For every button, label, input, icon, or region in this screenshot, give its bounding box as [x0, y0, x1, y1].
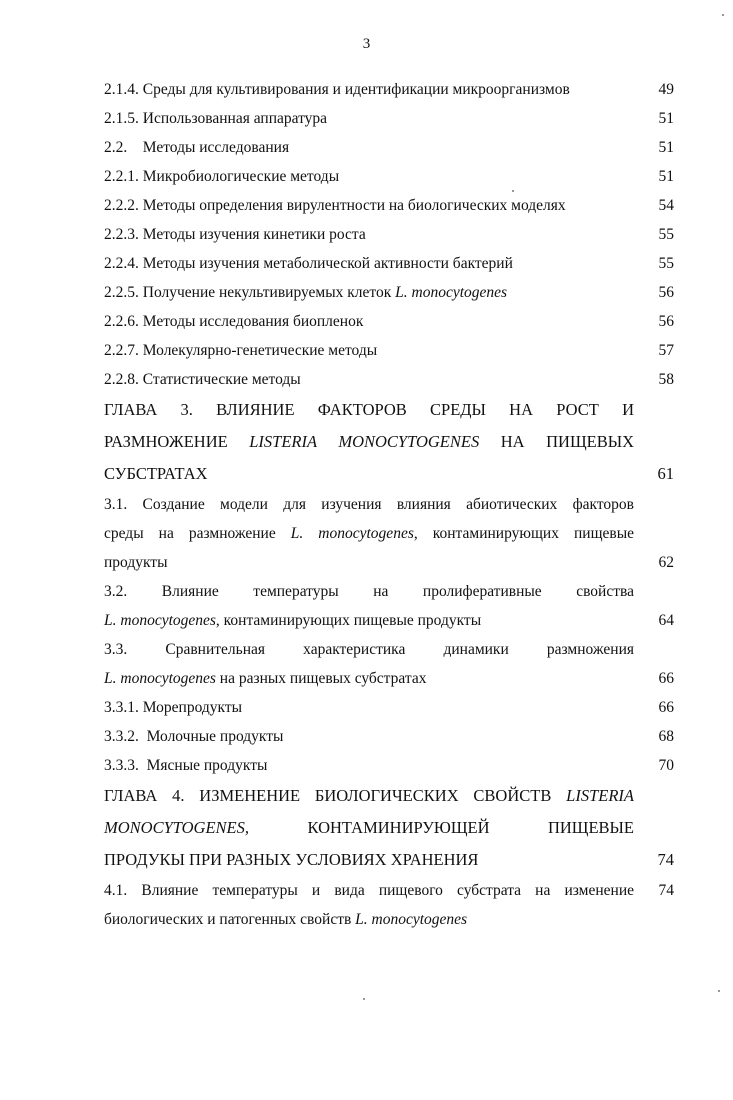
entry-title: Мясные продукты — [146, 757, 268, 774]
toc-entry-2-2-3[interactable] — [104, 220, 674, 249]
chapter-line: ПРОДУКЫ ПРИ РАЗНЫХ УСЛОВИЯХ ХРАНЕНИЯ — [104, 850, 479, 869]
entry-page: 54 — [658, 197, 674, 214]
entry-page: 58 — [658, 371, 674, 388]
toc-entry-2-2-8[interactable] — [104, 365, 674, 394]
toc-entry-3-3[interactable]: 3.3. Сравнительная характеристика динамики размножения L. monocytogenes на разных пищевых субстратах 66 — [104, 635, 674, 693]
toc-entry-2-2[interactable] — [104, 133, 674, 162]
toc-chapter-4[interactable] — [104, 780, 674, 876]
species-name: L. monocytogenes — [395, 284, 508, 301]
toc-entry-3-2[interactable]: 3.2. Влияние температуры на пролиферативные свойства L. monocytogenes, контаминирующих пищевые продукты 64 — [104, 577, 674, 635]
entry-page: 57 — [658, 342, 674, 359]
entry-title: Молочные продукты — [146, 728, 284, 745]
entry-page: 64 — [658, 612, 674, 629]
entry-page: 68 — [658, 728, 674, 745]
entry-number: 2.2.8. — [104, 371, 139, 388]
entry-title: Среды для культивирования и идентификации микроорганизмов — [142, 81, 570, 98]
entry-page: 74 — [657, 850, 674, 869]
toc-chapter-3[interactable] — [104, 394, 674, 490]
toc-entry-2-2-5[interactable] — [104, 278, 674, 307]
entry-title: Методы определения вирулентности на биологических моделях — [142, 197, 566, 214]
scan-speck — [718, 990, 720, 992]
entry-title: Методы исследования — [142, 139, 290, 156]
toc-entry-2-2-4[interactable] — [104, 249, 674, 278]
entry-page: 66 — [658, 670, 674, 687]
entry-title: Морепродукты — [142, 699, 243, 716]
toc-entry-2-2-1[interactable] — [104, 162, 674, 191]
chapter-line: MONOCYTOGENES, КОНТАМИНИРУЮЩЕЙ ПИЩЕВЫЕ — [104, 818, 635, 837]
toc-entry-3-3-2[interactable] — [104, 722, 674, 751]
species-name: L. monocytogenes — [104, 612, 216, 629]
entry-title: Получение некультивируемых клеток — [142, 284, 392, 301]
species-name: L. monocytogenes — [290, 525, 414, 542]
entry-number: 3.3.3. — [104, 757, 139, 774]
species-name: MONOCYTOGENES, — [104, 818, 250, 837]
chapter-line: СУБСТРАТАХ — [104, 464, 208, 483]
toc-entry-3-1[interactable]: 3.1. Создание модели для изучения влияния абиотических факторов среды на размножение L. monocytogenes, контаминирующих пищевые продукты 62 — [104, 490, 674, 577]
entry-page: 61 — [657, 464, 674, 483]
chapter-line: ГЛАВА 3. ВЛИЯНИЕ ФАКТОРОВ СРЕДЫ НА РОСТ И — [104, 400, 634, 419]
species-name: L. monocytogenes — [104, 670, 216, 687]
table-of-contents — [104, 75, 674, 934]
entry-page: 51 — [658, 110, 674, 127]
entry-number: 2.2.2. — [104, 197, 139, 214]
entry-page: 49 — [658, 81, 674, 98]
toc-entry-2-1-5[interactable] — [104, 104, 674, 133]
page-number: 3 — [362, 36, 371, 52]
entry-number: 2.1.5. — [104, 110, 139, 127]
entry-page: 55 — [658, 226, 674, 243]
entry-number: 2.2.6. — [104, 313, 139, 330]
entry-number: 2.1.4. — [104, 81, 139, 98]
entry-number: 2.2.7. — [104, 342, 139, 359]
scan-speck — [512, 190, 514, 192]
toc-entry-3-3-3[interactable] — [104, 751, 674, 780]
scan-speck — [363, 998, 365, 1000]
entry-title: Использованная аппаратура — [142, 110, 328, 127]
entry-number: 2.2.1. — [104, 168, 139, 185]
species-name: LISTERIA — [566, 786, 635, 805]
toc-entry-4-1[interactable]: 4.1. Влияние температуры и вида пищевого субстрата на изменение биологических и патогенных свойств L. monocytogenes 74 — [104, 876, 674, 934]
chapter-line: РАЗМНОЖЕНИЕ LISTERIA MONOCYTOGENES НА ПИЩЕВЫХ — [104, 432, 635, 451]
entry-title: Методы изучения метаболической активности бактерий — [142, 255, 513, 272]
scan-speck — [722, 14, 724, 16]
entry-number: 2.2.4. — [104, 255, 139, 272]
entry-page: 51 — [658, 139, 674, 156]
entry-number: 2.2.5. — [104, 284, 139, 301]
toc-entry-2-2-7[interactable] — [104, 336, 674, 365]
entry-page: 70 — [658, 757, 674, 774]
entry-page: 74 — [658, 882, 674, 899]
entry-number: 2.2.3. — [104, 226, 139, 243]
entry-title: Микробиологические методы — [142, 168, 340, 185]
toc-entry-2-2-6[interactable] — [104, 307, 674, 336]
entry-title: Методы исследования биопленок — [142, 313, 364, 330]
species-name: L. monocytogenes — [355, 911, 468, 928]
species-name: LISTERIA MONOCYTOGENES — [249, 432, 480, 451]
entry-number: 3.3.2. — [104, 728, 139, 745]
entry-page: 55 — [658, 255, 674, 272]
entry-number: 3.3.1. — [104, 699, 139, 716]
entry-title: Методы изучения кинетики роста — [142, 226, 366, 243]
entry-page: 56 — [658, 284, 674, 301]
toc-entry-2-1-4[interactable] — [104, 75, 674, 104]
entry-page: 56 — [658, 313, 674, 330]
entry-page: 62 — [658, 554, 674, 571]
entry-number: 2.2. — [104, 139, 128, 156]
entry-page: 51 — [658, 168, 674, 185]
entry-title: Молекулярно-генетические методы — [142, 342, 378, 359]
toc-entry-3-3-1[interactable] — [104, 693, 674, 722]
toc-entry-2-2-2[interactable] — [104, 191, 674, 220]
entry-title: Статистические методы — [142, 371, 301, 388]
chapter-line: ГЛАВА 4. ИЗМЕНЕНИЕ БИОЛОГИЧЕСКИХ СВОЙСТВ LISTERIA — [104, 786, 635, 805]
entry-page: 66 — [658, 699, 674, 716]
